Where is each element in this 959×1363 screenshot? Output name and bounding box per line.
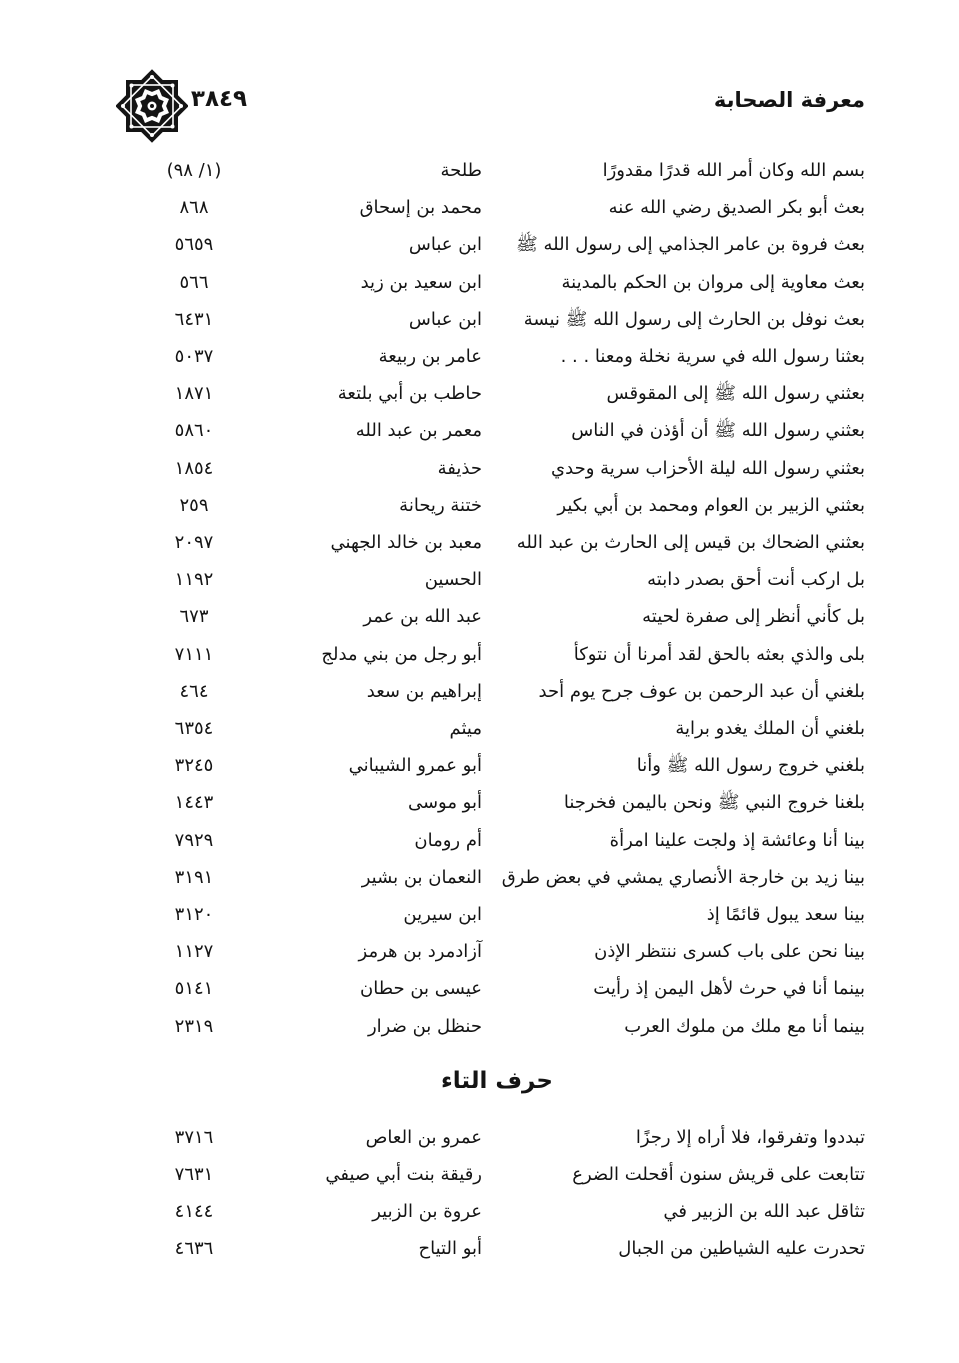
- entry-text: بعثني رسول الله ﷺ أن أؤذن في الناس: [571, 420, 865, 442]
- entry-number: ٢٥٩: [179, 494, 209, 516]
- entry-text: بعث نوفل بن الحارث إلى رسول الله ﷺ نيسة: [523, 308, 865, 330]
- entry-number: ١٤٤٣: [174, 792, 214, 814]
- entry-narrator: حنظل بن ضرار: [367, 1015, 482, 1037]
- entry-number: ٤١٤٤: [174, 1201, 214, 1222]
- entry-text: بينا سعد يبول قائمًا إذ: [706, 904, 865, 925]
- entry-text: بينما أنا مع ملك من ملوك العرب: [624, 1015, 865, 1037]
- entry-narrator: أبو موسى: [407, 792, 482, 814]
- entry-narrator: أم رومان: [414, 829, 482, 851]
- entry-number: ٤٦٣٦: [174, 1238, 214, 1259]
- entry-narrator: حاطب بن أبي بلتعة: [337, 383, 482, 405]
- entry-narrator: عامر بن ربيعة: [378, 346, 482, 367]
- entry-number: ٢٣١٩: [174, 1015, 214, 1037]
- entry-narrator: عبد الله بن عمر: [363, 606, 482, 628]
- entry-number: ٣٧١٦: [174, 1127, 214, 1148]
- entry-narrator: عروة بن الزبير: [372, 1201, 482, 1222]
- entry-narrator: عيسى بن حطان: [360, 978, 482, 1000]
- entry-text: بعثني رسول الله ليلة الأحزاب سرية وحدي: [551, 457, 865, 479]
- entry-number: ١١٢٧: [174, 941, 214, 963]
- entry-narrator: أبو التياح: [418, 1238, 482, 1259]
- entry-text: بعث معاوية إلى مروان بن الحكم بالمدينة: [561, 271, 865, 293]
- entry-number: ٦٣٥٤: [174, 718, 214, 739]
- entry-narrator: أبو رجل من بني مدلج: [321, 643, 482, 665]
- entry-number: ٧٩٢٩: [174, 829, 214, 851]
- entry-text: تثاقل عبد الله بن الزبير في: [663, 1201, 865, 1222]
- entry-number: ١٨٧١: [174, 383, 214, 405]
- entry-text: بينما أنا في حرث لأهل اليمن إذ رأيت: [593, 978, 865, 1000]
- entry-narrator: معبد بن خالد الجهني: [330, 532, 482, 553]
- entry-number: ٥٠٣٧: [174, 346, 214, 367]
- entry-number: ٦٤٣١: [174, 308, 214, 330]
- entry-narrator: معمر بن عبد الله: [355, 420, 482, 442]
- index-entry: [0, 1123, 959, 1153]
- entry-number: ٣١٢٠: [174, 904, 214, 925]
- entry-number: ٥٦٥٩: [174, 234, 214, 256]
- entry-text: بعثني الضحاك بن قيس إلى الحارث بن عبد الله: [516, 532, 865, 553]
- entry-number: ١٨٥٤: [174, 457, 214, 479]
- entry-narrator: محمد بن إسحاق: [359, 197, 482, 219]
- entry-number: ٣١٩١: [174, 866, 214, 888]
- entry-text: بعثني رسول الله ﷺ إلى المقوقس: [606, 383, 865, 405]
- entry-narrator: ميثم: [449, 718, 482, 739]
- entry-number: ١١٩٢: [174, 569, 214, 591]
- entry-text: تتابعت على قريش سنون أقحلت الضرع: [572, 1164, 865, 1185]
- index-entry: [0, 1234, 959, 1264]
- entry-text: بعث فروة بن عامر الجذامي إلى رسول الله ﷺ: [516, 234, 865, 256]
- entry-text: تحدرت عليه الشياطين من الجبال: [618, 1238, 865, 1259]
- section-heading: حرف التاء: [441, 1068, 553, 1094]
- entry-text: بينا زيد بن خارجة الأنصاري يمشي في بعض طرق: [501, 866, 865, 888]
- entry-narrator: حذيفة: [437, 457, 482, 479]
- entry-number: (١/ ٩٨): [166, 160, 222, 181]
- entry-text: بلغنا خروج النبي ﷺ ونحن باليمن فخرجنا: [563, 792, 865, 814]
- entry-text: بلى والذي بعثه بالحق لقد أمرنا أن نتوكأ: [573, 643, 865, 665]
- entry-number: ٥٨٦٠: [174, 420, 214, 442]
- entry-narrator: ابن سيرين: [403, 904, 482, 925]
- entry-narrator: آزادمرد بن هرمز: [358, 941, 482, 963]
- entry-text: بل كأني أنظر إلى صفرة لحيته: [642, 606, 865, 628]
- entry-narrator: الحسين: [424, 569, 482, 591]
- entry-text: بلغني أن الملك يغدو براية: [675, 718, 865, 739]
- entry-text: بعثني الزبير بن العوام ومحمد بن أبي بكير: [557, 494, 865, 516]
- entry-narrator: عمرو بن العاص: [365, 1127, 482, 1148]
- entry-text: تبددوا وتفرقوا، فلا أراه إلا رجزًا: [635, 1127, 865, 1148]
- entry-narrator: ابن عباس: [408, 234, 482, 256]
- entry-narrator: طلحة: [440, 160, 482, 181]
- entry-number: ٣٢٤٥: [174, 755, 214, 777]
- page-number: ٣٨٤٩: [190, 86, 248, 112]
- entry-narrator: ابن عباس: [408, 308, 482, 330]
- entry-narrator: رقيقة بنت أبي صيفي: [325, 1164, 482, 1185]
- entry-narrator: النعمان بن بشير: [361, 866, 482, 888]
- entry-number: ٢٠٩٧: [174, 532, 214, 553]
- index-entry: [0, 1160, 959, 1190]
- entry-number: ٤٦٤: [179, 680, 209, 702]
- entry-text: بسم الله وكان أمر الله قدرًا مقدورًا: [602, 160, 865, 181]
- entry-text: بلغني خروج رسول الله ﷺ وأنا: [636, 755, 865, 777]
- entry-narrator: أبو عمرو الشيباني: [348, 755, 482, 777]
- entry-text: بعثنا رسول الله في سرية نخلة ومعنا . . .: [560, 346, 865, 367]
- entry-text: بل اركب أنت أحق بصدر دابته: [647, 569, 865, 591]
- index-entry: [0, 1197, 959, 1227]
- entry-number: ٥٦٦: [179, 271, 209, 293]
- running-header-title: معرفة الصحابة: [713, 88, 865, 112]
- entry-text: بينا نحن على باب كسرى ننتظر الإذن: [594, 941, 865, 963]
- entry-number: ٥١٤١: [174, 978, 214, 1000]
- entry-text: بلغني أن عبد الرحمن بن عوف جرح يوم أحد: [538, 680, 865, 702]
- entry-number: ٧١١١: [174, 643, 214, 665]
- entry-number: ٧٦٣١: [174, 1164, 214, 1185]
- entry-text: بينا أنا وعائشة إذ ولجت علينا امرأة: [609, 829, 865, 851]
- entry-text: بعث أبو بكر الصديق رضي الله عنه: [608, 197, 865, 219]
- entry-number: ٨٦٨: [179, 197, 209, 219]
- entry-narrator: ابن سعيد بن زيد: [360, 271, 482, 293]
- entry-number: ٦٧٣: [179, 606, 209, 628]
- entry-narrator: إبراهيم بن سعد: [366, 680, 482, 702]
- entry-narrator: ختنة ريحانة: [399, 494, 482, 516]
